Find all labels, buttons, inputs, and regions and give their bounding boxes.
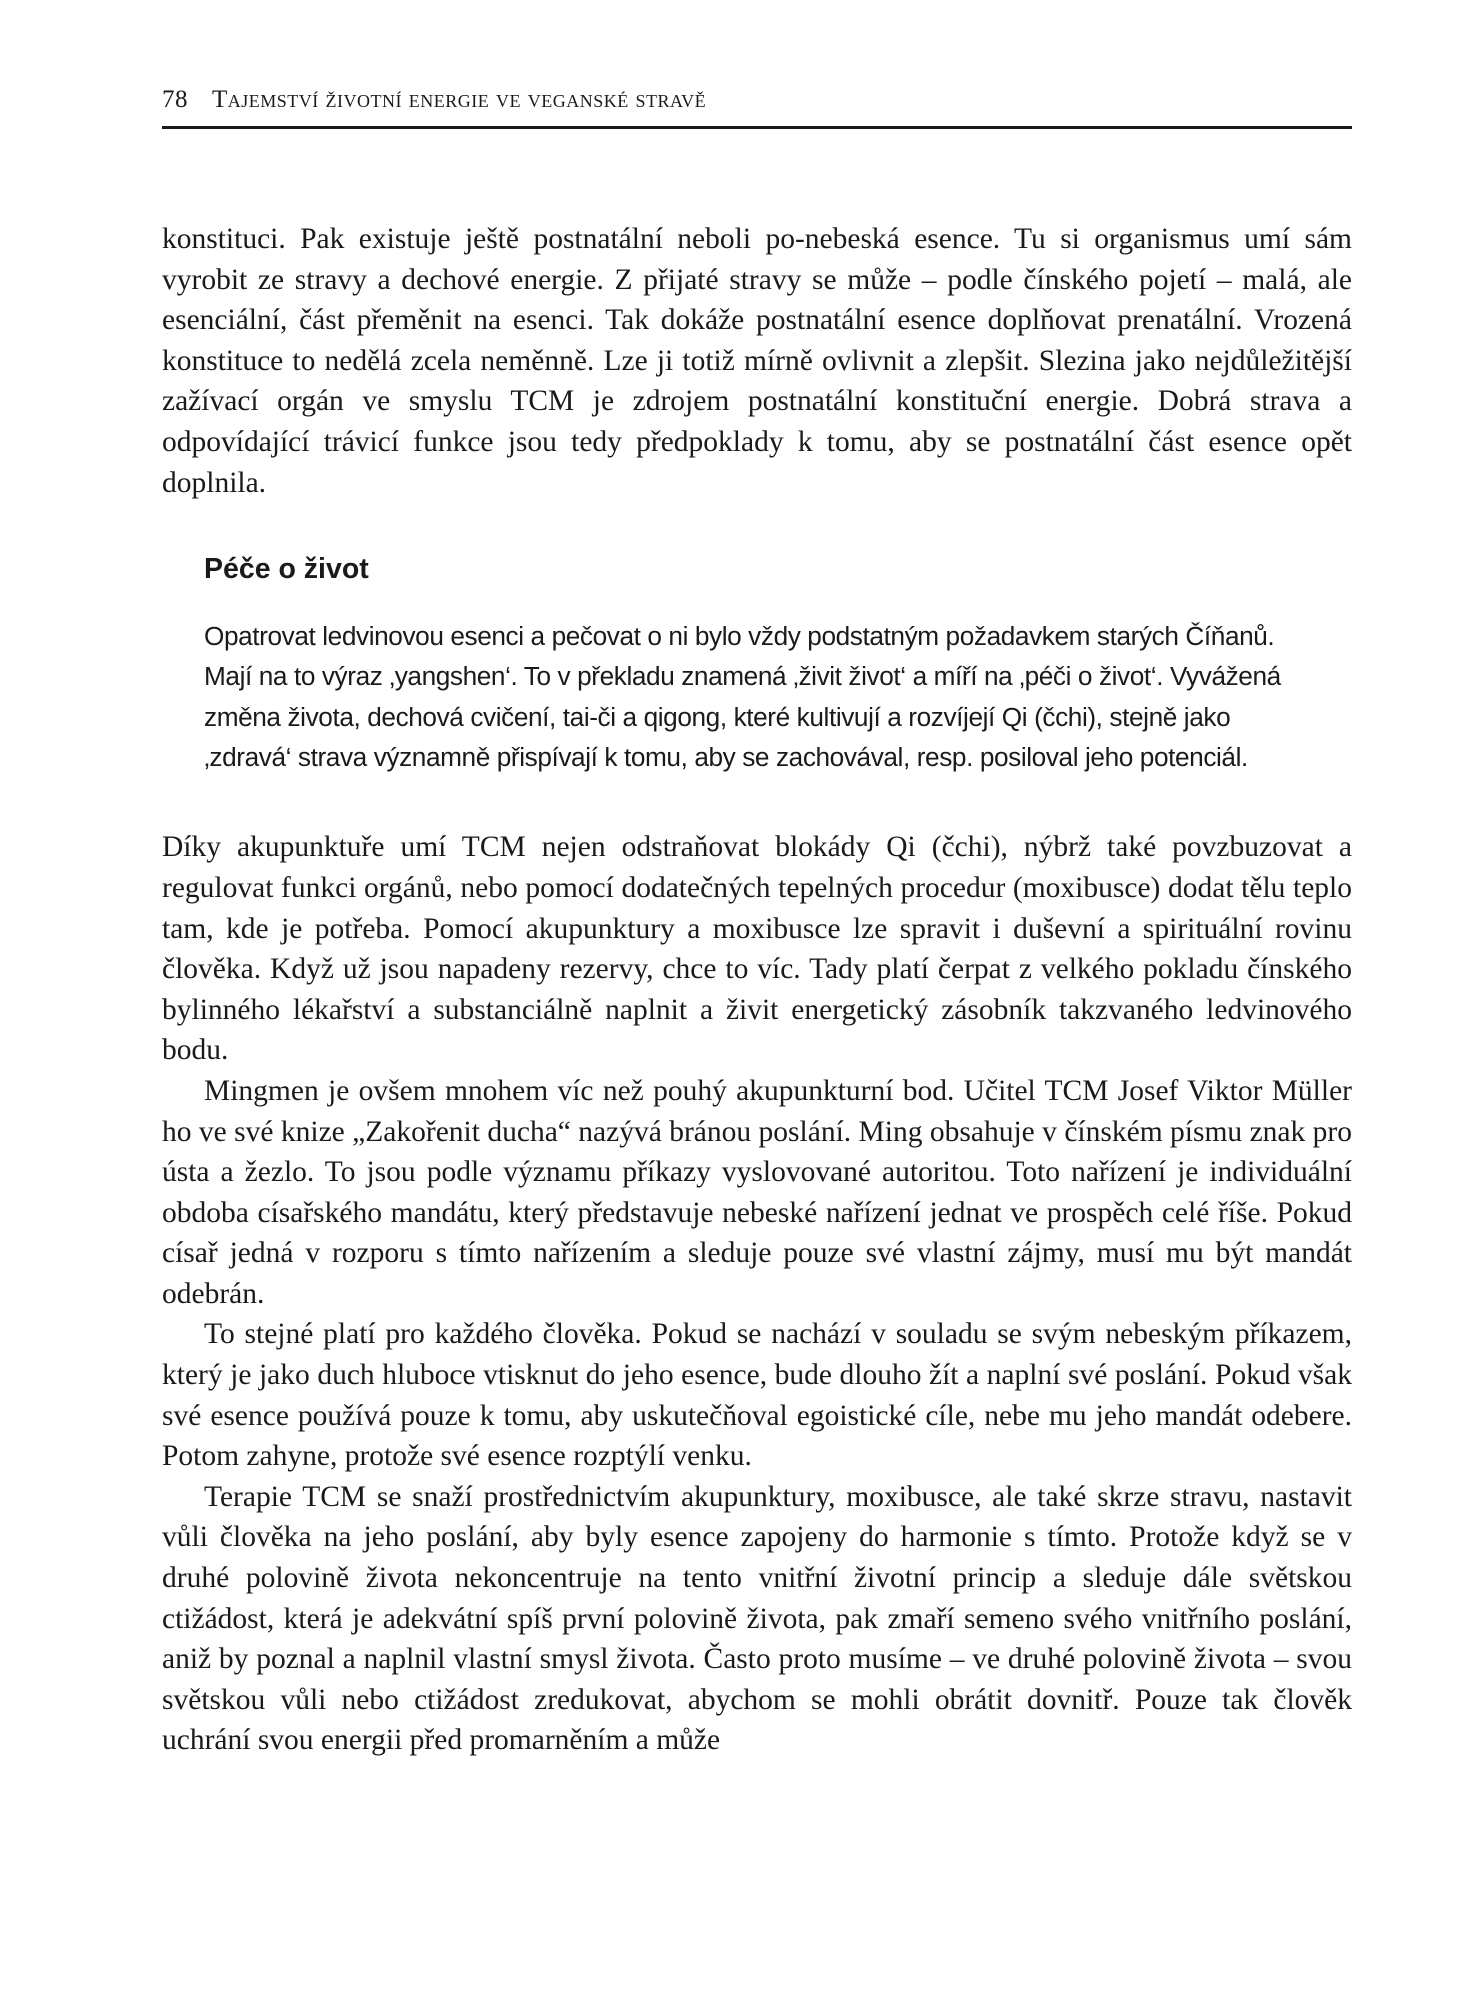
paragraph: konstituci. Pak existuje ještě postnatální neboli po-nebeská esence. Tu si organismus umí sám vyrobit ze stravy a dechové energie. Z přijaté stravy se může – podle čínského pojetí – malá, ale esenciální, část přeměnit na esenci. Tak dokáže postnatální esence doplňovat prenatální. Vrozená konstituce to nedělá zcela neměnně. Lze ji totiž mírně ovlivnit a zlepšit. Slezina jako nejdůležitější zažívací orgán ve smyslu TCM je zdrojem postnatální konstituční energie. Dobrá strava a odpovídající trávicí funkce jsou tedy předpoklady k tomu, aby se postnatální část esence opět doplnila.: [162, 223, 1352, 499]
box-text: Opatrovat ledvinovou esenci a pečovat o ni bylo vždy podstatným požadavkem starých Číňanů. Mají na to výraz ‚yangshen‘. To v překladu znamená ‚živit život‘ a míří na ‚péči o život‘. Vyvážená změna života, dechová cvičení, tai-či a qigong, které kultivují a rozvíjejí Qi (čchi), stejně jako ‚zdravá‘ strava významně přispívají k tomu, aby se zachovával, resp. posiloval jeho potenciál.: [204, 621, 1281, 773]
paragraph: Díky akupunktuře umí TCM nejen odstraňovat blokády Qi (čchi), nýbrž také povzbuzovat a regulovat funkci orgánů, nebo pomocí dodatečných tepelných procedur (moxibusce) dodat tělu teplo tam, kde je potřeba. Pomocí akupunktury a moxibusce lze spravit i duševní a spirituální rovinu člověka. Když už jsou napadeny rezervy, chce to víc. Tady platí čerpat z velkého pokladu čínského bylinného lékařství a substanciálně naplnit a živit energetický zásobník takzvaného ledvinového bodu.: [162, 831, 1352, 1067]
book-page: [162, 86, 1352, 1761]
sidebar-box: [204, 553, 1309, 777]
paragraph: To stejné platí pro každého člověka. Pokud se nachází v souladu se svým nebeským příkazem, který je jako duch hluboce vtisknut do jeho esence, bude dlouho žít a naplní své poslání. Pokud však své esence používá pouze k tomu, aby uskutečňoval egoistické cíle, nebe mu jeho mandát odebere. Potom zahyne, protože své esence rozptýlí venku.: [162, 1318, 1352, 1473]
main-text-after-box: [162, 827, 1352, 1761]
box-heading: Péče o život: [204, 553, 369, 586]
running-head: [162, 86, 1352, 129]
book-title: Tajemství životní energie ve veganské stravě: [212, 86, 707, 113]
paragraph: Mingmen je ovšem mnohem víc než pouhý akupunkturní bod. Učitel TCM Josef Viktor Müller ho ve své knize „Zakořenit ducha“ nazývá bránou poslání. Ming obsahuje v čínském písmu znak pro ústa a žezlo. To jsou podle významu příkazy vyslovované autoritou. Toto nařízení je individuální obdoba císařského mandátu, který představuje nebeské nařízení jednat ve prospěch celé říše. Pokud císař jedná v rozporu s tímto nařízením a sleduje pouze své vlastní zájmy, musí mu být mandát odebrán.: [162, 1074, 1352, 1310]
paragraph: Terapie TCM se snaží prostřednictvím akupunktury, moxibusce, ale také skrze stravu, nastavit vůli člověka na jeho poslání, aby byly esence zapojeny do harmonie s tímto. Protože když se v druhé polovině života nekoncentruje na tento vnitřní životní princip a sleduje dále světskou ctižádost, která je adekvátní spíš první polovině života, pak zmaří semeno svého vnitřního poslání, aniž by poznal a naplnil vlastní smysl života. Často proto musíme – ve druhé polovině života – svou světskou vůli nebo ctižádost zredukovat, abychom se mohli obrátit dovnitř. Pouze tak člověk uchrání svou energii před promarněním a může: [162, 1480, 1352, 1757]
main-text-before-box: [162, 219, 1352, 503]
page-number: 78: [162, 86, 188, 113]
